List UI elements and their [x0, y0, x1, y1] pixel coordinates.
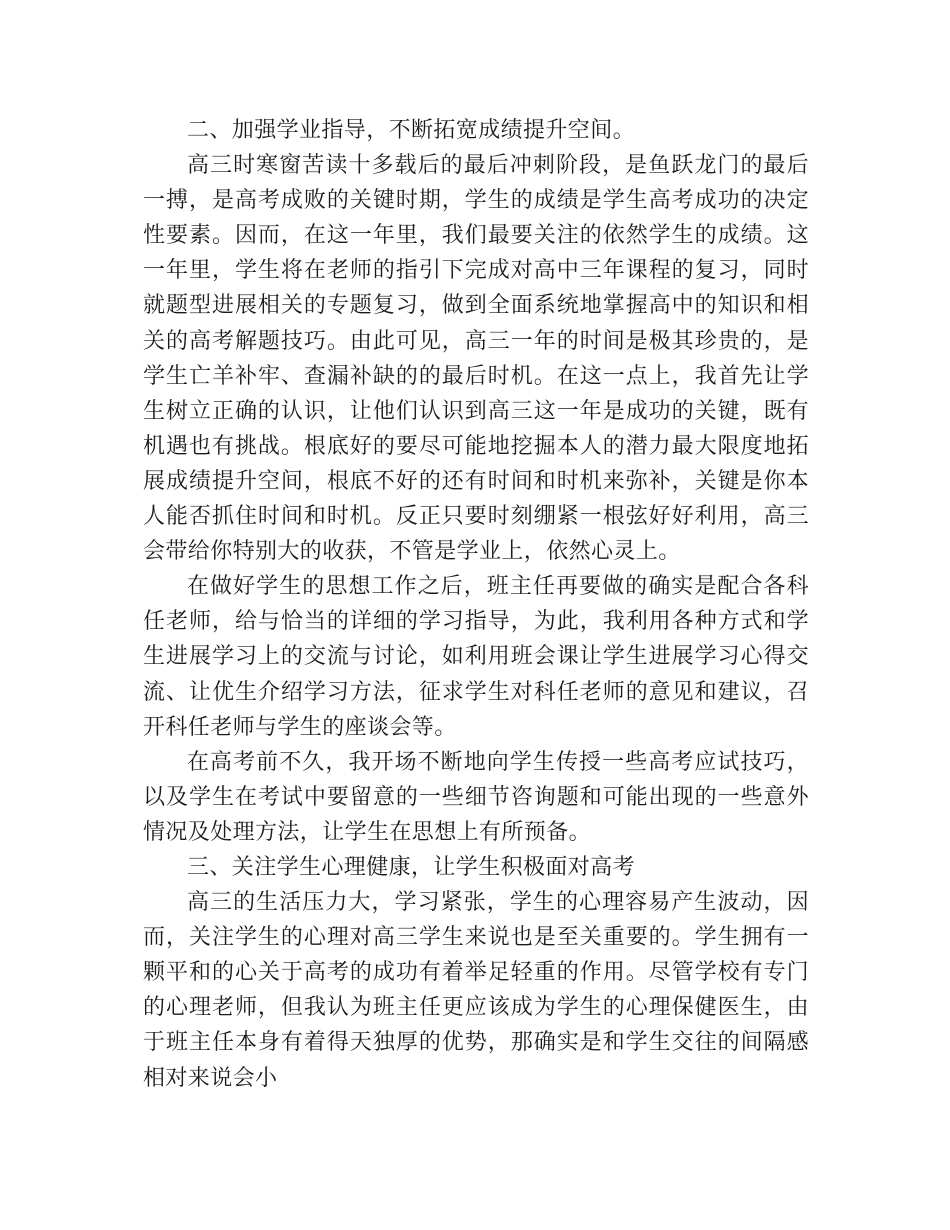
section-heading-3: 三、关注学生心理健康，让学生积极面对高考 — [187, 854, 636, 880]
document-body — [143, 113, 809, 1096]
paragraph-exam-skills: 在高考前不久，我开场不断地向学生传授一些高考应试技巧，以及学生在考试中要留意的一些细节咨询题和可能出现的一些意外情况及处理方法，让学生在思想上有所预备。 — [143, 749, 809, 845]
paragraph-final-sprint: 高三时寒窗苦读十多载后的最后冲刺阶段，是鱼跃龙门的最后一搏，是高考成败的关键时期，学生的成绩是学生高考成功的决定性要素。因而，在这一年里，我们最要关注的依然学生的成绩。这一年里，学生将在老师的指引下完成对高中三年课程的复习，同时就题型进展相关的专题复习，做到全面系统地掌握高中的知识和相关的高考解题技巧。由此可见，高三一年的时间是极其珍贵的，是学生亡羊补牢、查漏补缺的的最后时机。在这一点上，我首先让学生树立正确的认识，让他们认识到高三这一年是成功的关键，既有机遇也有挑战。根底好的要尽可能地挖掘本人的潜力最大限度地拓展成绩提升空间，根底不好的还有时间和时机来弥补，关键是你本人能否抓住时间和时机。反正只要时刻绷紧一根弦好好利用，高三会带给你特别大的收获，不管是学业上，依然心灵上。 — [143, 153, 809, 565]
paragraph-study-guidance: 在做好学生的思想工作之后，班主任再要做的确实是配合各科任老师，给与恰当的详细的学习指导，为此，我利用各种方式和学生进展学习上的交流与讨论，如利用班会课让学生进展学习心得交流、让优生介绍学习方法，征求学生对科任老师的意见和建议，召开科任老师与学生的座谈会等。 — [143, 574, 809, 740]
section-heading-2: 二、加强学业指导，不断拓宽成绩提升空间。 — [187, 118, 636, 143]
paragraph-mental-health: 高三的生活压力大，学习紧张，学生的心理容易产生波动，因而，关注学生的心理对高三学生来说也是至关重要的。学生拥有一颗平和的心关于高考的成功有着举足轻重的作用。尽管学校有专门的心理老师，但我认为班主任更应该成为学生的心理保健医生，由于班主任本身有着得天独厚的优势，那确实是和学生交往的间隔感相对来说会小 — [143, 890, 809, 1091]
